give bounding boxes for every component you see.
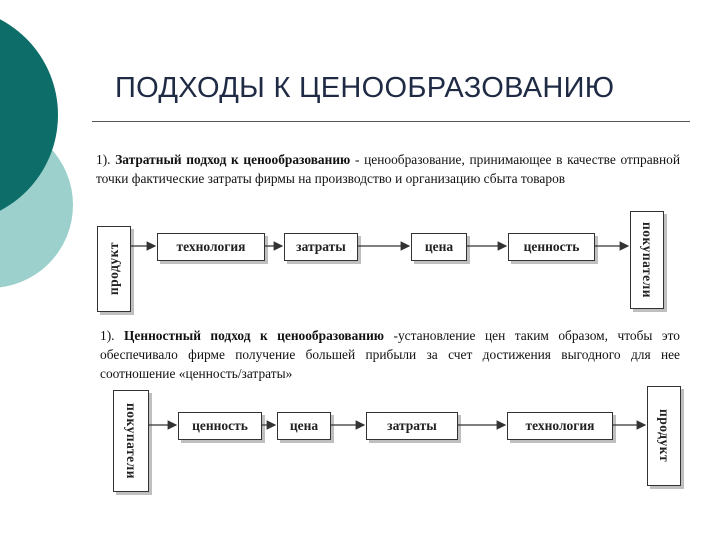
value-approach-term: Ценностный подход к ценообразованию (124, 328, 385, 343)
diagram1-step-1: технология (157, 233, 265, 261)
diagram2-step-2: цена (277, 412, 331, 440)
slide-title: ПОДХОДЫ К ЦЕНООБРАЗОВАНИЮ (115, 72, 615, 104)
diagram2-step-1: ценность (178, 412, 262, 440)
diagram1-step-2: затраты (284, 233, 358, 261)
diagram1-step-4: ценность (508, 233, 595, 261)
value-approach-definition (100, 326, 680, 383)
diagram2-step-3: затраты (366, 412, 458, 440)
diagram2-step-4: технология (507, 412, 613, 440)
diagram1-start-box: продукт (97, 226, 131, 312)
diagram2-end-box: продукт (647, 386, 681, 486)
diagram2-start-box: покупатели (113, 390, 149, 492)
title-underline (92, 121, 690, 122)
diagram1-step-3: цена (411, 233, 467, 261)
cost-approach-number: 1). (96, 152, 111, 167)
value-approach-number: 1). (100, 328, 115, 343)
value-approach-text: -установление цен таким образом, чтобы это обеспечивало фирме получение большей прибыли за счет достижения выгодного для нее соотношение «ценность/затраты» (100, 328, 680, 381)
diagram1-end-box: покупатели (630, 211, 664, 309)
cost-approach-term: Затратный подход к ценообразованию (115, 152, 351, 167)
cost-approach-definition (96, 150, 680, 188)
cost-approach-text: - ценообразование, принимающее в качестве отправной точки фактические затраты фирмы на производство и организацию сбыта товаров (96, 152, 680, 186)
